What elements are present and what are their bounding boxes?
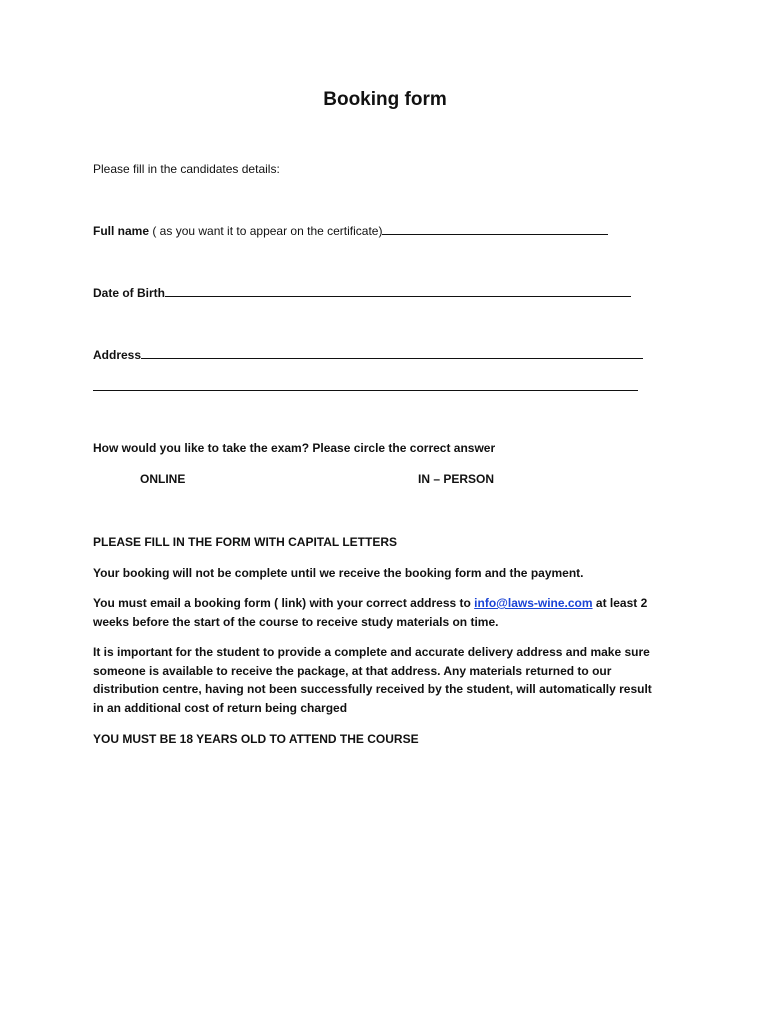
email-note bbox=[93, 594, 683, 631]
delivery-note-line3: distribution centre, having not been successfully received by the student, will automatically result bbox=[93, 682, 652, 696]
full-name-row bbox=[93, 222, 608, 240]
email-note-after: at least 2 bbox=[592, 596, 648, 610]
email-note-line2: weeks before the start of the course to receive study materials on time. bbox=[93, 614, 499, 629]
full-name-label: Full name bbox=[93, 224, 150, 238]
exam-question: How would you like to take the exam? Please circle the correct answer bbox=[93, 441, 496, 455]
address-field-line2[interactable] bbox=[93, 379, 638, 391]
address-label: Address bbox=[93, 348, 142, 362]
option-in-person[interactable]: IN – PERSON bbox=[418, 472, 495, 486]
full-name-field[interactable] bbox=[382, 223, 608, 235]
full-name-hint: ( as you want it to appear on the certificate) bbox=[149, 224, 383, 238]
address-field-line1[interactable] bbox=[141, 347, 643, 359]
delivery-note-line1: It is important for the student to provide a complete and accurate delivery address and make sure bbox=[93, 645, 650, 659]
address-row bbox=[93, 346, 643, 364]
page-title: Booking form bbox=[323, 89, 447, 110]
delivery-note-line4: in an additional cost of return being charged bbox=[93, 700, 348, 715]
email-note-before: You must email a booking form ( link) with your correct address to bbox=[93, 596, 475, 610]
booking-complete-note: Your booking will not be complete until we receive the booking form and the payment. bbox=[93, 566, 584, 580]
email-link[interactable]: info@laws-wine.com bbox=[474, 596, 593, 610]
address-row-2 bbox=[93, 378, 638, 396]
dob-field[interactable] bbox=[165, 285, 631, 297]
age-requirement-note: YOU MUST BE 18 YEARS OLD TO ATTEND THE COURSE bbox=[93, 732, 419, 746]
option-online[interactable]: ONLINE bbox=[140, 472, 186, 486]
delivery-note bbox=[93, 643, 683, 717]
capital-letters-note: PLEASE FILL IN THE FORM WITH CAPITAL LETTERS bbox=[93, 535, 397, 549]
dob-label: Date of Birth bbox=[93, 286, 165, 300]
intro-text: Please fill in the candidates details: bbox=[93, 162, 280, 176]
delivery-note-line2: someone is available to receive the package, at that address. Any materials returned to our bbox=[93, 663, 612, 678]
dob-row bbox=[93, 284, 631, 302]
